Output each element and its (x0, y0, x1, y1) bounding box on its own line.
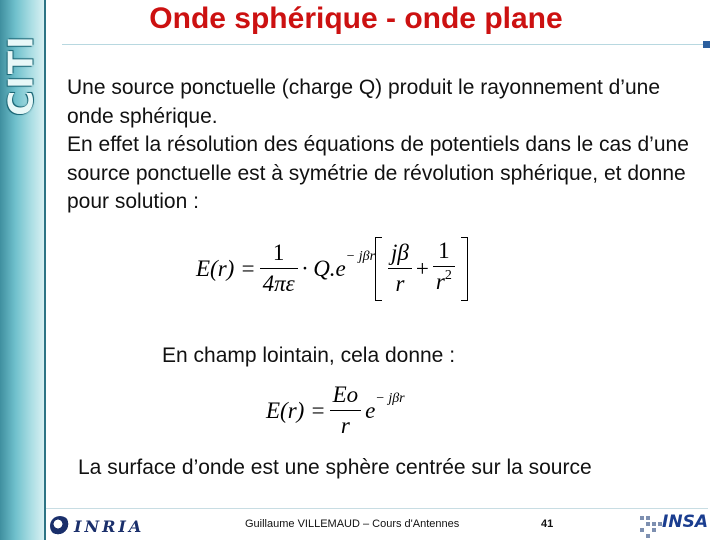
formula1-fraction (260, 238, 298, 299)
formula1-inner-fraction-1 (388, 238, 412, 299)
formula1-frac-den: 4πε (262, 271, 295, 296)
footer-divider (46, 508, 708, 509)
formula2-base: e (365, 397, 376, 423)
insa-logo (640, 512, 712, 538)
footer-author: Guillaume VILLEMAUD – Cours d'Antennes (245, 518, 460, 530)
page-number: 41 (541, 518, 554, 530)
formula1-inner2-exp: 2 (444, 268, 452, 283)
formula1-inner2-den-wrap (433, 267, 455, 301)
formula1-middle: · Q.e (301, 255, 346, 281)
title-divider (62, 44, 708, 45)
formula1-inner2-den: r (435, 269, 445, 294)
inria-mark-icon (50, 516, 70, 536)
citi-logo (0, 0, 44, 150)
formula1-inner1-den: r (395, 271, 405, 296)
formula2-frac-den: r (340, 413, 350, 438)
plane-wave-formula (266, 380, 405, 441)
insa-logo-text: INSA (662, 512, 708, 532)
paragraph-resolution: En effet la résolution des équations de potentiels dans le cas d’une source ponctuelle est à symétrie de révolution sphérique, et donne pour solution : (67, 133, 689, 213)
formula1-exponent: − jβr (345, 248, 376, 264)
slide-title: Onde sphérique - onde plane (149, 2, 563, 35)
formula1-plus: + (415, 255, 429, 281)
paragraph-source: Une source ponctuelle (charge Q) produit le rayonnement d’une onde sphérique. (67, 76, 661, 128)
farfield-text: En champ lointain, cela donne : (162, 344, 456, 367)
formula1-right-bracket (461, 237, 468, 301)
inria-logo-text: INRIA (74, 516, 145, 536)
body-text (67, 74, 707, 217)
formula2-exponent: − jβr (375, 390, 405, 406)
conclusion-text: La surface d’onde est une sphère centrée sur la source (78, 456, 592, 479)
formula2-frac-num: Eo (332, 382, 359, 407)
spherical-wave-formula (196, 236, 468, 301)
formula1-inner1-num: jβ (391, 240, 409, 265)
formula2-fraction (330, 380, 362, 441)
formula1-left-bracket (375, 237, 382, 301)
sidebar-divider (44, 0, 46, 540)
formula1-inner-fraction-2 (433, 236, 455, 301)
citi-logo-text: CITI (2, 34, 43, 116)
formula1-lhs: E(r) = (196, 255, 256, 281)
formula2-lhs: E(r) = (266, 397, 326, 423)
formula1-inner2-num: 1 (438, 238, 450, 263)
inria-logo (50, 514, 146, 538)
formula1-frac-num: 1 (272, 240, 285, 265)
